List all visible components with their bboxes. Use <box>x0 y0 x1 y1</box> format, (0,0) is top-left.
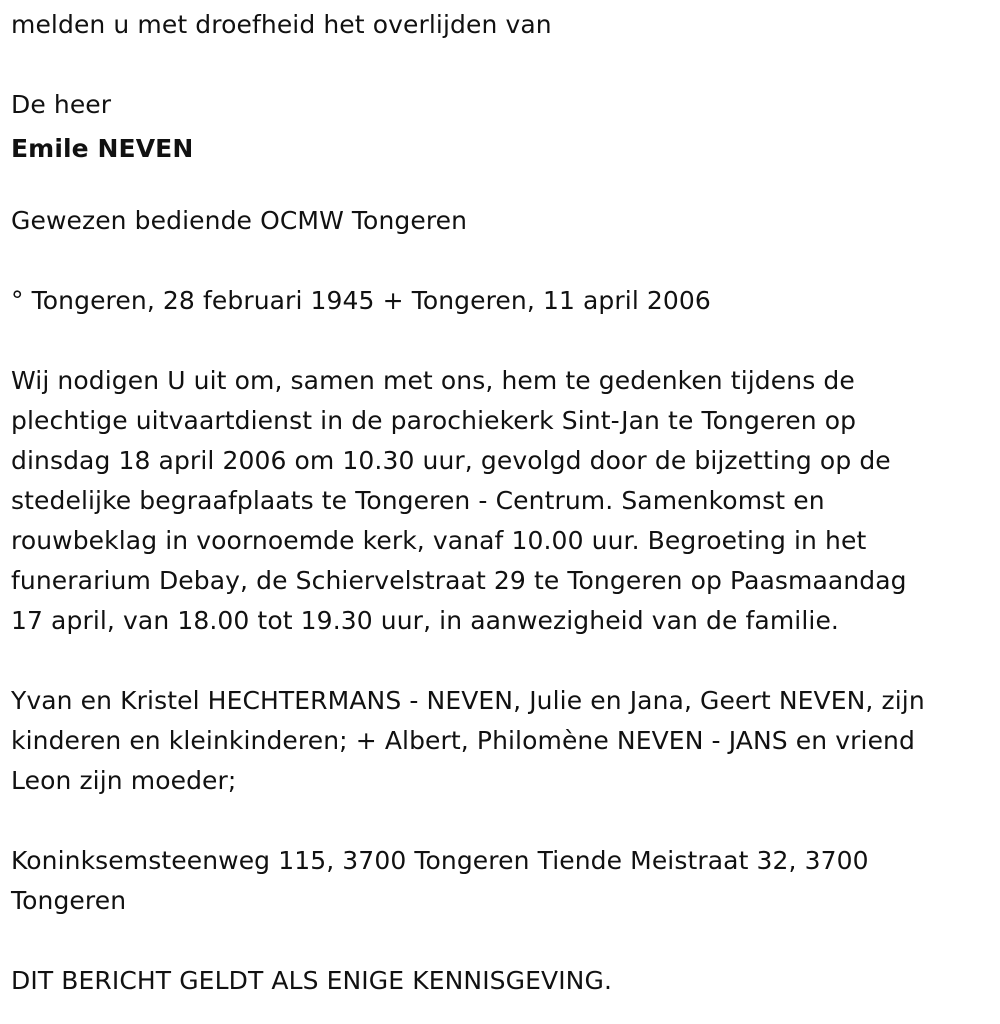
family-line: Yvan en Kristel HECHTERMANS - NEVEN, Julie en Jana, Geert NEVEN, zijn <box>11 686 925 715</box>
family-line: Leon zijn moeder; <box>11 766 237 795</box>
death-notice <box>11 0 986 1001</box>
family-line: kinderen en kleinkinderen; + Albert, Philomène NEVEN - JANS en vriend <box>11 726 915 755</box>
occupation: Gewezen bediende OCMW Tongeren <box>11 206 468 235</box>
invitation-line: funerarium Debay, de Schiervelstraat 29 te Tongeren op Paasmaandag <box>11 566 907 595</box>
address-line: Koninksemsteenweg 115, 3700 Tongeren Tiende Meistraat 32, 3700 <box>11 846 869 875</box>
invitation-line: 17 april, van 18.00 tot 19.30 uur, in aanwezigheid van de familie. <box>11 606 839 635</box>
invitation-line: rouwbeklag in voornoemde kerk, vanaf 10.00 uur. Begroeting in het <box>11 526 867 555</box>
invitation-line: dinsdag 18 april 2006 om 10.30 uur, gevolgd door de bijzetting op de <box>11 446 891 475</box>
invitation-line: plechtige uitvaartdienst in de parochiekerk Sint-Jan te Tongeren op <box>11 406 857 435</box>
addresses-paragraph <box>11 841 986 921</box>
spacer <box>11 921 986 961</box>
address-line: Tongeren <box>11 886 127 915</box>
spacer <box>11 801 986 841</box>
spacer <box>11 321 986 361</box>
spacer <box>11 45 986 85</box>
family-paragraph <box>11 681 986 801</box>
deceased-name: Emile NEVEN <box>11 134 194 163</box>
spacer <box>11 641 986 681</box>
birth-death-dates: ° Tongeren, 28 februari 1945 + Tongeren, 11 april 2006 <box>11 286 711 315</box>
invitation-paragraph <box>11 361 986 641</box>
invitation-line: stedelijke begraafplaats te Tongeren - Centrum. Samenkomst en <box>11 486 825 515</box>
salutation: De heer <box>11 90 112 119</box>
intro-text: melden u met droefheid het overlijden van <box>11 10 552 39</box>
invitation-line: Wij nodigen U uit om, samen met ons, hem te gedenken tijdens de <box>11 366 855 395</box>
closing-statement: DIT BERICHT GELDT ALS ENIGE KENNISGEVING. <box>11 966 612 995</box>
spacer <box>11 241 986 281</box>
